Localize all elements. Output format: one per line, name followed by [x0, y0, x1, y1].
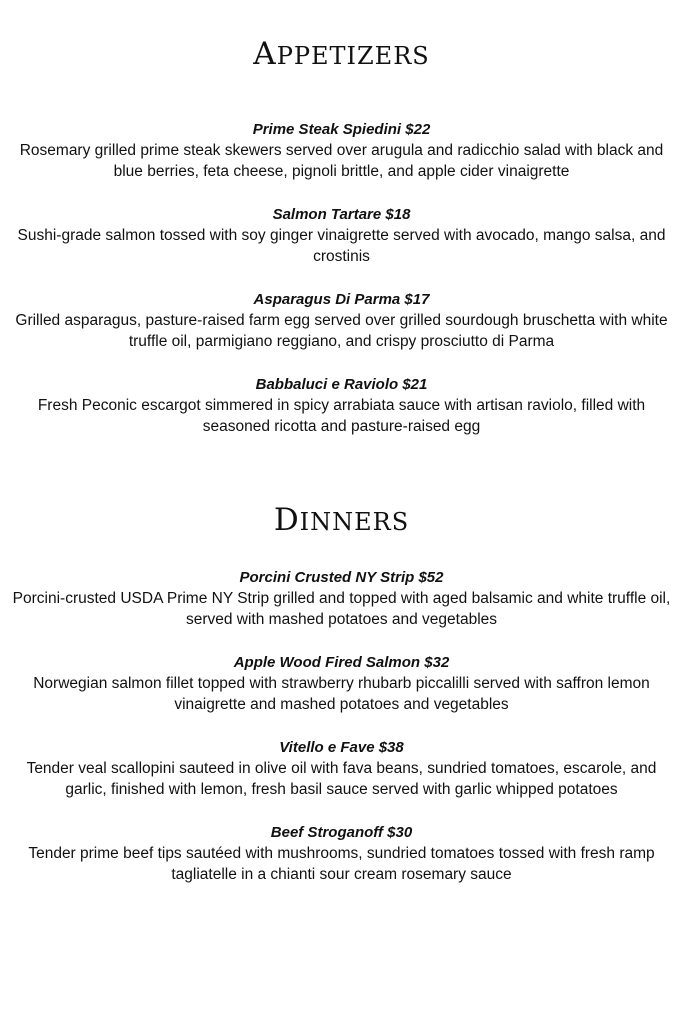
- menu-item: [8, 119, 675, 182]
- item-description: Sushi-grade salmon tossed with soy ginger vinaigrette served with avocado, mango salsa, and crostinis: [17, 227, 666, 265]
- menu-item: [8, 567, 675, 630]
- item-name: Prime Steak Spiedini $22: [252, 121, 431, 138]
- item-description: Tender veal scallopini sauteed in olive oil with fava beans, sundried tomatoes, escarole, and garlic, finished with lemon, fresh basil sauce served with garlic whipped potatoes: [26, 760, 657, 798]
- item-name: Asparagus Di Parma $17: [253, 291, 430, 308]
- menu-item: [8, 822, 675, 885]
- item-description: Norwegian salmon fillet topped with strawberry rhubarb piccalilli served with saffron lemon vinaigrette and mashed potatoes and vegetables: [33, 675, 650, 713]
- item-description: Tender prime beef tips sautéed with mushrooms, sundried tomatoes tossed with fresh ramp tagliatelle in a chianti sour cream rosemary sauce: [28, 845, 655, 883]
- menu-item: [8, 652, 675, 715]
- appetizers-heading-initial: A: [253, 36, 277, 72]
- menu-item: [8, 289, 675, 352]
- item-name: Beef Stroganoff $30: [270, 824, 413, 841]
- item-name: Vitello e Fave $38: [279, 739, 404, 756]
- appetizers-heading: [0, 36, 683, 72]
- item-name: Salmon Tartare $18: [272, 206, 411, 223]
- item-description: Grilled asparagus, pasture-raised farm egg served over grilled sourdough bruschetta with white truffle oil, parmigiano reggiano, and crispy prosciutto di Parma: [15, 312, 668, 350]
- item-name: Babbaluci e Raviolo $21: [255, 376, 428, 393]
- dinners-heading: [0, 502, 683, 538]
- appetizers-heading-rest: PPETIZERS: [276, 42, 430, 70]
- item-name: Porcini Crusted NY Strip $52: [239, 569, 444, 586]
- item-description: Fresh Peconic escargot simmered in spicy arrabiata sauce with artisan raviolo, filled with seasoned ricotta and pasture-raised egg: [37, 397, 646, 435]
- dinners-heading-rest: INNERS: [299, 508, 410, 536]
- dinners-heading-initial: D: [273, 502, 300, 538]
- item-name: Apple Wood Fired Salmon $32: [233, 654, 450, 671]
- menu-item: [8, 737, 675, 800]
- item-description: Rosemary grilled prime steak skewers served over arugula and radicchio salad with black and blue berries, feta cheese, pignoli brittle, and apple cider vinaigrette: [19, 142, 664, 180]
- menu-item: [8, 374, 675, 437]
- item-description: Porcini-crusted USDA Prime NY Strip grilled and topped with aged balsamic and white truffle oil, served with mashed potatoes and vegetables: [12, 590, 671, 628]
- menu-item: [8, 204, 675, 267]
